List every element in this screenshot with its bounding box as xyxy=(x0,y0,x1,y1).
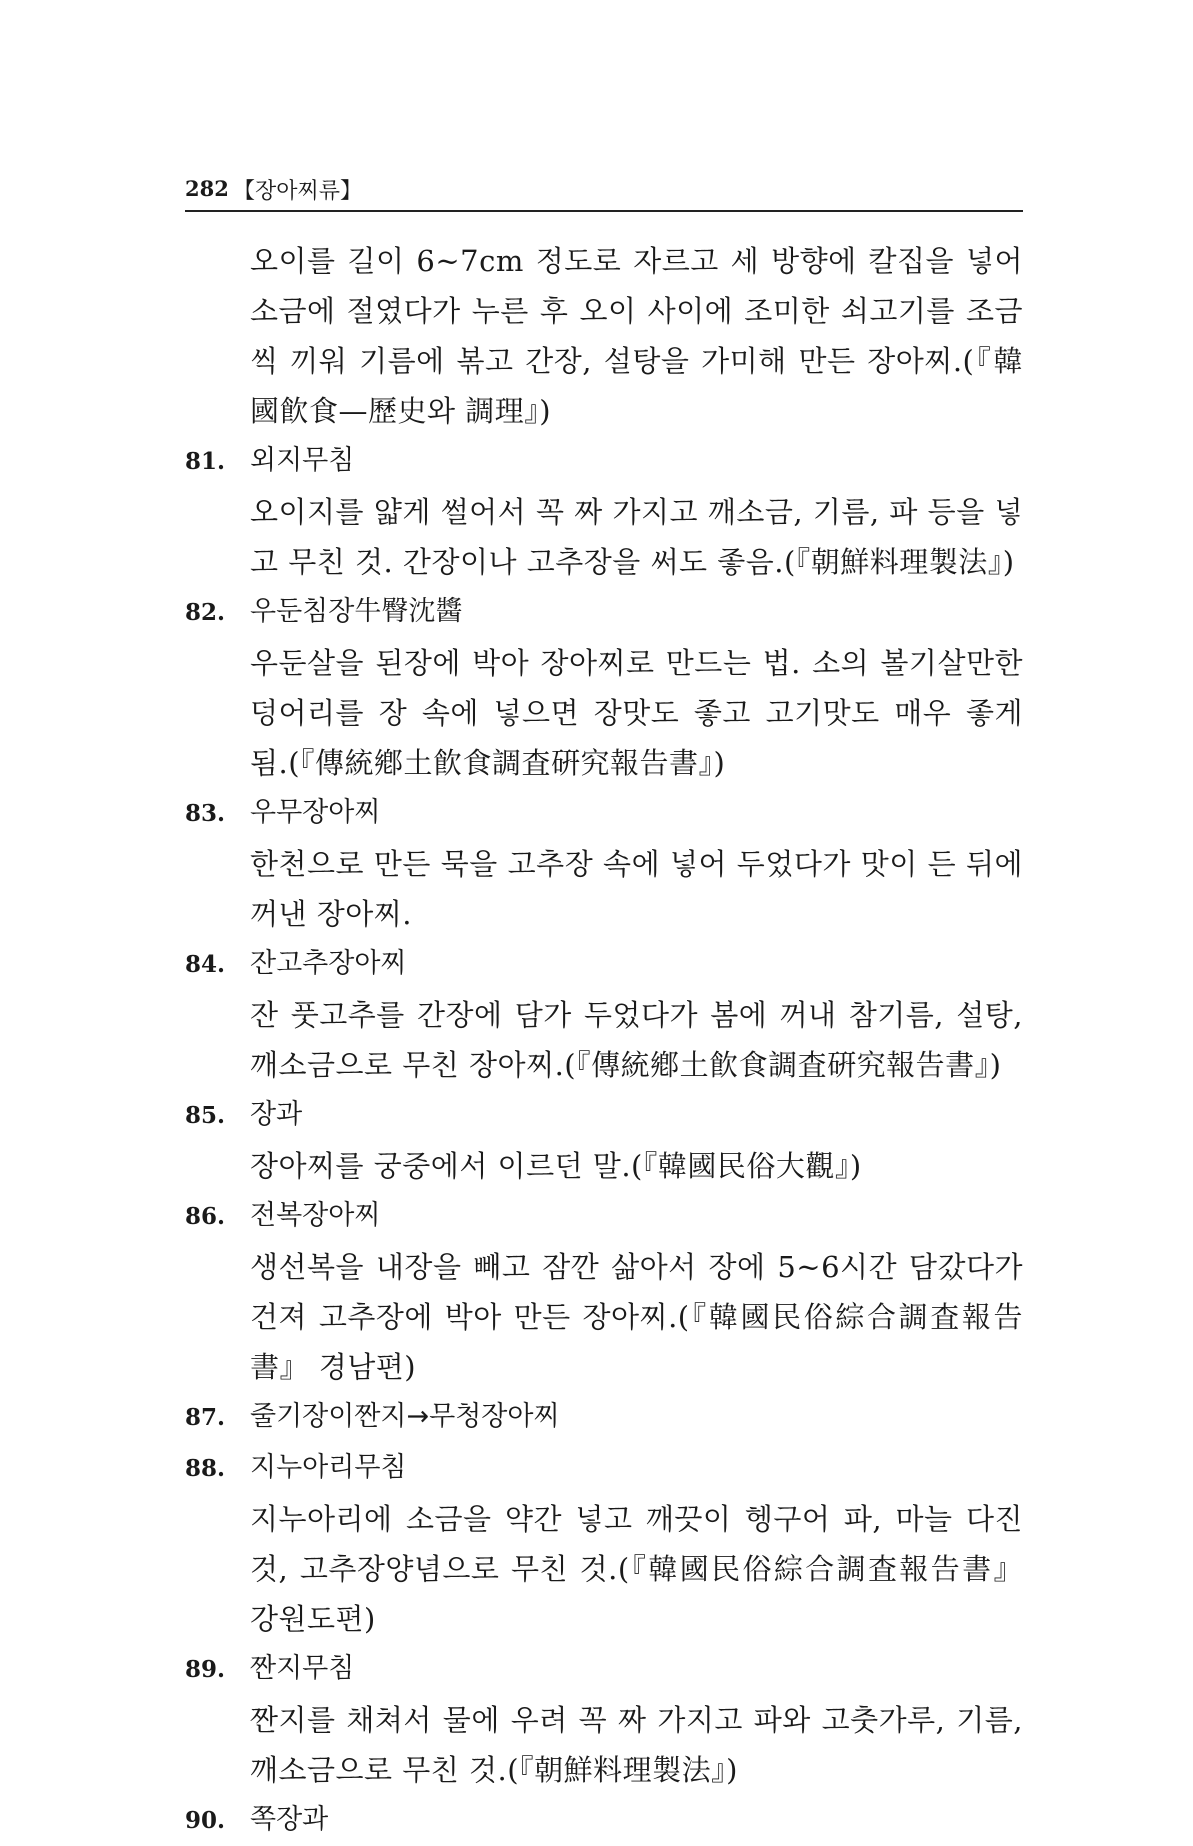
entry-82 xyxy=(185,587,1023,788)
entry-heading xyxy=(185,1644,1023,1695)
page-body xyxy=(185,236,1023,1846)
page-number: 282 xyxy=(185,176,229,201)
entry-number: 85. xyxy=(185,1102,226,1129)
page-header xyxy=(185,170,1023,212)
entry-title: 전복장아찌 xyxy=(250,1200,381,1231)
entry-body: 지누아리에 소금을 약간 넣고 깨끗이 헹구어 파, 마늘 다진 것, 고추장양념으로 무친 것.(『韓國民俗綜合調査報告書』 강원도편) xyxy=(250,1502,1023,1636)
entry-84 xyxy=(185,939,1023,1090)
entry-number: 90. xyxy=(185,1807,226,1834)
entry-number: 89. xyxy=(185,1656,226,1683)
entry-number: 81. xyxy=(185,448,226,475)
entry-heading xyxy=(185,939,1023,990)
entry-body: 생선복을 내장을 빼고 잠깐 삶아서 장에 5~6시간 담갔다가 건져 고추장에 박아 만든 장아찌.(『韓國民俗綜合調査報告書』 경남편) xyxy=(250,1250,1023,1384)
entry-89 xyxy=(185,1644,1023,1795)
entry-body: 우둔살을 된장에 박아 장아찌로 만드는 법. 소의 볼기살만한 덩어리를 장 속에 넣으면 장맛도 좋고 고기맛도 매우 좋게 됨.(『傳統鄕土飮食調査硏究報告書』) xyxy=(250,646,1023,780)
entry-number: 83. xyxy=(185,800,226,827)
entry-number: 86. xyxy=(185,1203,226,1230)
entry-heading xyxy=(185,788,1023,839)
entry-86 xyxy=(185,1191,1023,1392)
entry-body: 한천으로 만든 묵을 고추장 속에 넣어 두었다가 맛이 든 뒤에 꺼낸 장아찌. xyxy=(250,847,1023,931)
entry-title: 쪽장과 xyxy=(250,1804,329,1835)
entry-title: 외지무침 xyxy=(250,445,355,476)
entry-body: 짠지를 채쳐서 물에 우려 꼭 짜 가지고 파와 고춧가루, 기름, 깨소금으로 무친 것.(『朝鮮料理製法』) xyxy=(250,1703,1023,1787)
entry-title: 장과 xyxy=(250,1099,303,1130)
intro-paragraph: 오이를 길이 6~7cm 정도로 자르고 세 방향에 칼집을 넣어 소금에 절였다가 누른 후 오이 사이에 조미한 쇠고기를 조금씩 끼워 기름에 볶고 간장, 설탕을 가미해 만든 장아찌.(『韓國飮食—歷史와 調理』) xyxy=(250,244,1023,428)
entry-83 xyxy=(185,788,1023,939)
entry-number: 88. xyxy=(185,1455,226,1482)
entry-title: 지누아리무침 xyxy=(250,1452,407,1483)
entry-body: 오이지를 얇게 썰어서 꼭 짜 가지고 깨소금, 기름, 파 등을 넣고 무친 것. 간장이나 고추장을 써도 좋음.(『朝鮮料理製法』) xyxy=(250,495,1023,579)
entry-heading xyxy=(185,1090,1023,1141)
entry-body: 잔 풋고추를 간장에 담가 두었다가 봄에 꺼내 참기름, 설탕, 깨소금으로 무친 장아찌.(『傳統鄕土飮食調査硏究報告書』) xyxy=(250,998,1023,1082)
entry-title: 줄기장이짠지→무청장아찌 xyxy=(250,1401,560,1432)
entry-87 xyxy=(185,1392,1023,1443)
entry-number: 84. xyxy=(185,951,226,978)
running-head: 【장아찌류】 xyxy=(233,179,363,204)
entry-number: 87. xyxy=(185,1404,226,1431)
entry-title: 우둔침장牛臀沈醬 xyxy=(250,596,463,627)
entry-heading xyxy=(185,1795,1023,1846)
entry-88 xyxy=(185,1443,1023,1644)
entry-81 xyxy=(185,436,1023,587)
entry-title: 우무장아찌 xyxy=(250,797,381,828)
entry-heading xyxy=(185,1443,1023,1494)
entry-title: 잔고추장아찌 xyxy=(250,948,407,979)
entry-85 xyxy=(185,1090,1023,1191)
entry-heading xyxy=(185,587,1023,638)
entry-title: 짠지무침 xyxy=(250,1653,355,1684)
entry-heading xyxy=(185,1392,1023,1443)
entry-body: 장아찌를 궁중에서 이르던 말.(『韓國民俗大觀』) xyxy=(250,1149,862,1183)
entry-heading xyxy=(185,1191,1023,1242)
entry-heading xyxy=(185,436,1023,487)
entry-number: 82. xyxy=(185,599,226,626)
entry-90 xyxy=(185,1795,1023,1846)
